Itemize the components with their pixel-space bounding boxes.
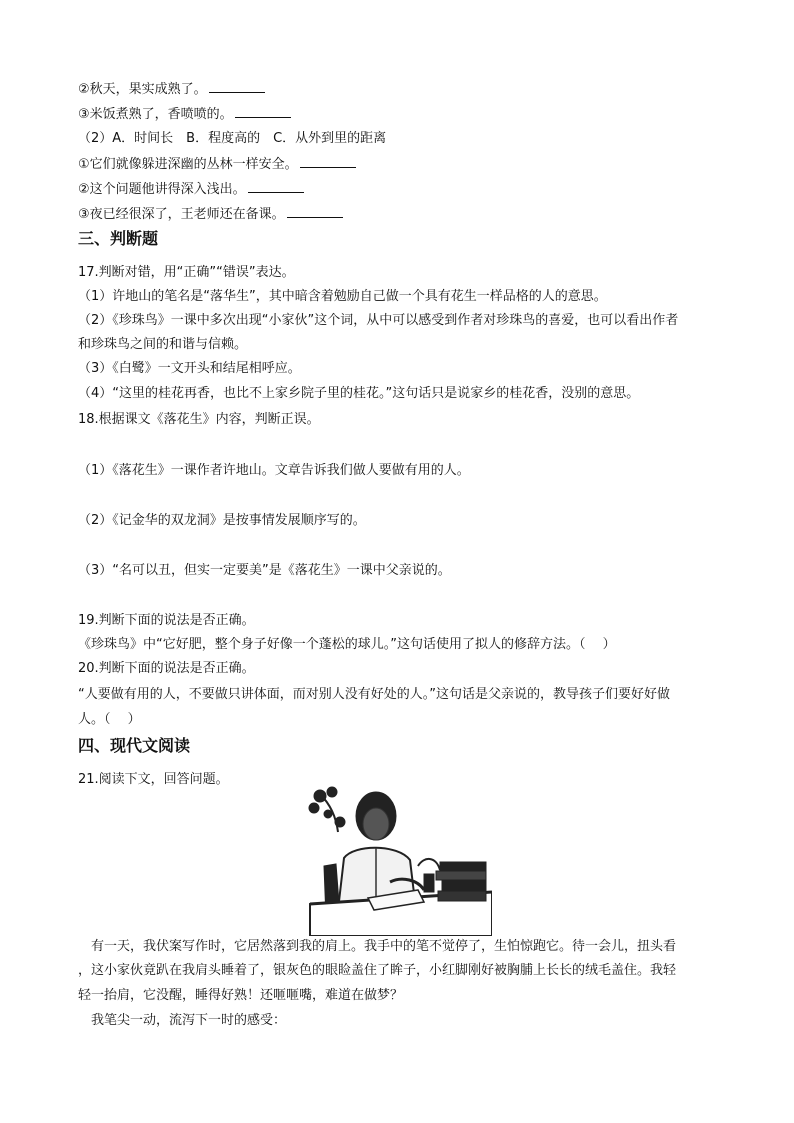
question-text: “人要做有用的人，不要做只讲体面，而对别人没有好处的人。”这句话是父亲说的，教导孩子们要好好做 xyxy=(78,687,670,702)
question-stem: 18.根据课文《落花生》内容，判断正误。 xyxy=(78,412,320,427)
option-line: ③米饭煮熟了，香喷喷的。 xyxy=(78,105,291,124)
passage-line: 我笔尖一动，流泻下一时的感受： xyxy=(78,1013,287,1028)
answer-blank[interactable] xyxy=(300,155,356,168)
question-item: （2）《记金华的双龙洞》是按事情发展顺序写的。 xyxy=(78,513,366,528)
question-item: （4）“这里的桂花再香，也比不上家乡院子里的桂花。”这句话只是说家乡的桂花香，没别的意思。 xyxy=(78,386,640,401)
question-stem: 20.判断下面的说法是否正确。 xyxy=(78,661,255,676)
option-line: （2）A．时间长 B．程度高的 C．从外到里的距离 xyxy=(78,131,387,146)
question-item: 和珍珠鸟之间的和谐与信赖。 xyxy=(78,337,248,352)
passage-line: 轻一抬肩，它没醒，睡得好熟！还咂咂嘴，难道在做梦？ xyxy=(78,988,404,1003)
option-line: ②秋天，果实成熟了。 xyxy=(78,80,265,99)
question-item: （3）“名可以丑，但实一定要美”是《落花生》一课中父亲说的。 xyxy=(78,563,451,578)
answer-blank[interactable] xyxy=(235,105,291,118)
option-line: ①它们就像躲进深幽的丛林一样安全。 xyxy=(78,155,356,174)
writer-illustration xyxy=(306,786,492,936)
question-item: （1）《落花生》一课作者许地山。文章告诉我们做人要做有用的人。 xyxy=(78,463,470,478)
section-title: 三、判断题 xyxy=(78,229,159,248)
question-stem: 17.判断对错，用“正确”“错误”表达。 xyxy=(78,265,295,280)
section-title: 四、现代文阅读 xyxy=(78,736,191,755)
question-stem: 21.阅读下文，回答问题。 xyxy=(78,772,229,787)
passage-line: 有一天，我伏案写作时，它居然落到我的肩上。我手中的笔不觉停了，生怕惊跑它。待一会儿，扭头看 xyxy=(78,939,677,954)
option-line: ③夜已经很深了，王老师还在备课。 xyxy=(78,205,343,224)
question-item: （1）许地山的笔名是“落华生”，其中暗含着勉励自己做一个具有花生一样品格的人的意思。 xyxy=(78,289,607,304)
question-item: （2）《珍珠鸟》一课中多次出现“小家伙”这个词，从中可以感受到作者对珍珠鸟的喜爱，也可以看出作者 xyxy=(78,313,679,328)
question-stem: 19.判断下面的说法是否正确。 xyxy=(78,613,255,628)
question-text: 《珍珠鸟》中“它好肥，整个身子好像一个蓬松的球儿。”这句话使用了拟人的修辞方法。（ ） xyxy=(78,637,616,652)
question-text: 人。（ ） xyxy=(78,712,141,727)
answer-blank[interactable] xyxy=(287,205,343,218)
answer-blank[interactable] xyxy=(248,180,304,193)
option-line: ②这个问题他讲得深入浅出。 xyxy=(78,180,304,199)
question-item: （3）《白鹭》一文开头和结尾相呼应。 xyxy=(78,361,301,376)
passage-line: ，这小家伙竟趴在我肩头睡着了，银灰色的眼睑盖住了眸子，小红脚刚好被胸脯上长长的绒毛盖住。我轻 xyxy=(78,963,677,978)
answer-blank[interactable] xyxy=(209,80,265,93)
